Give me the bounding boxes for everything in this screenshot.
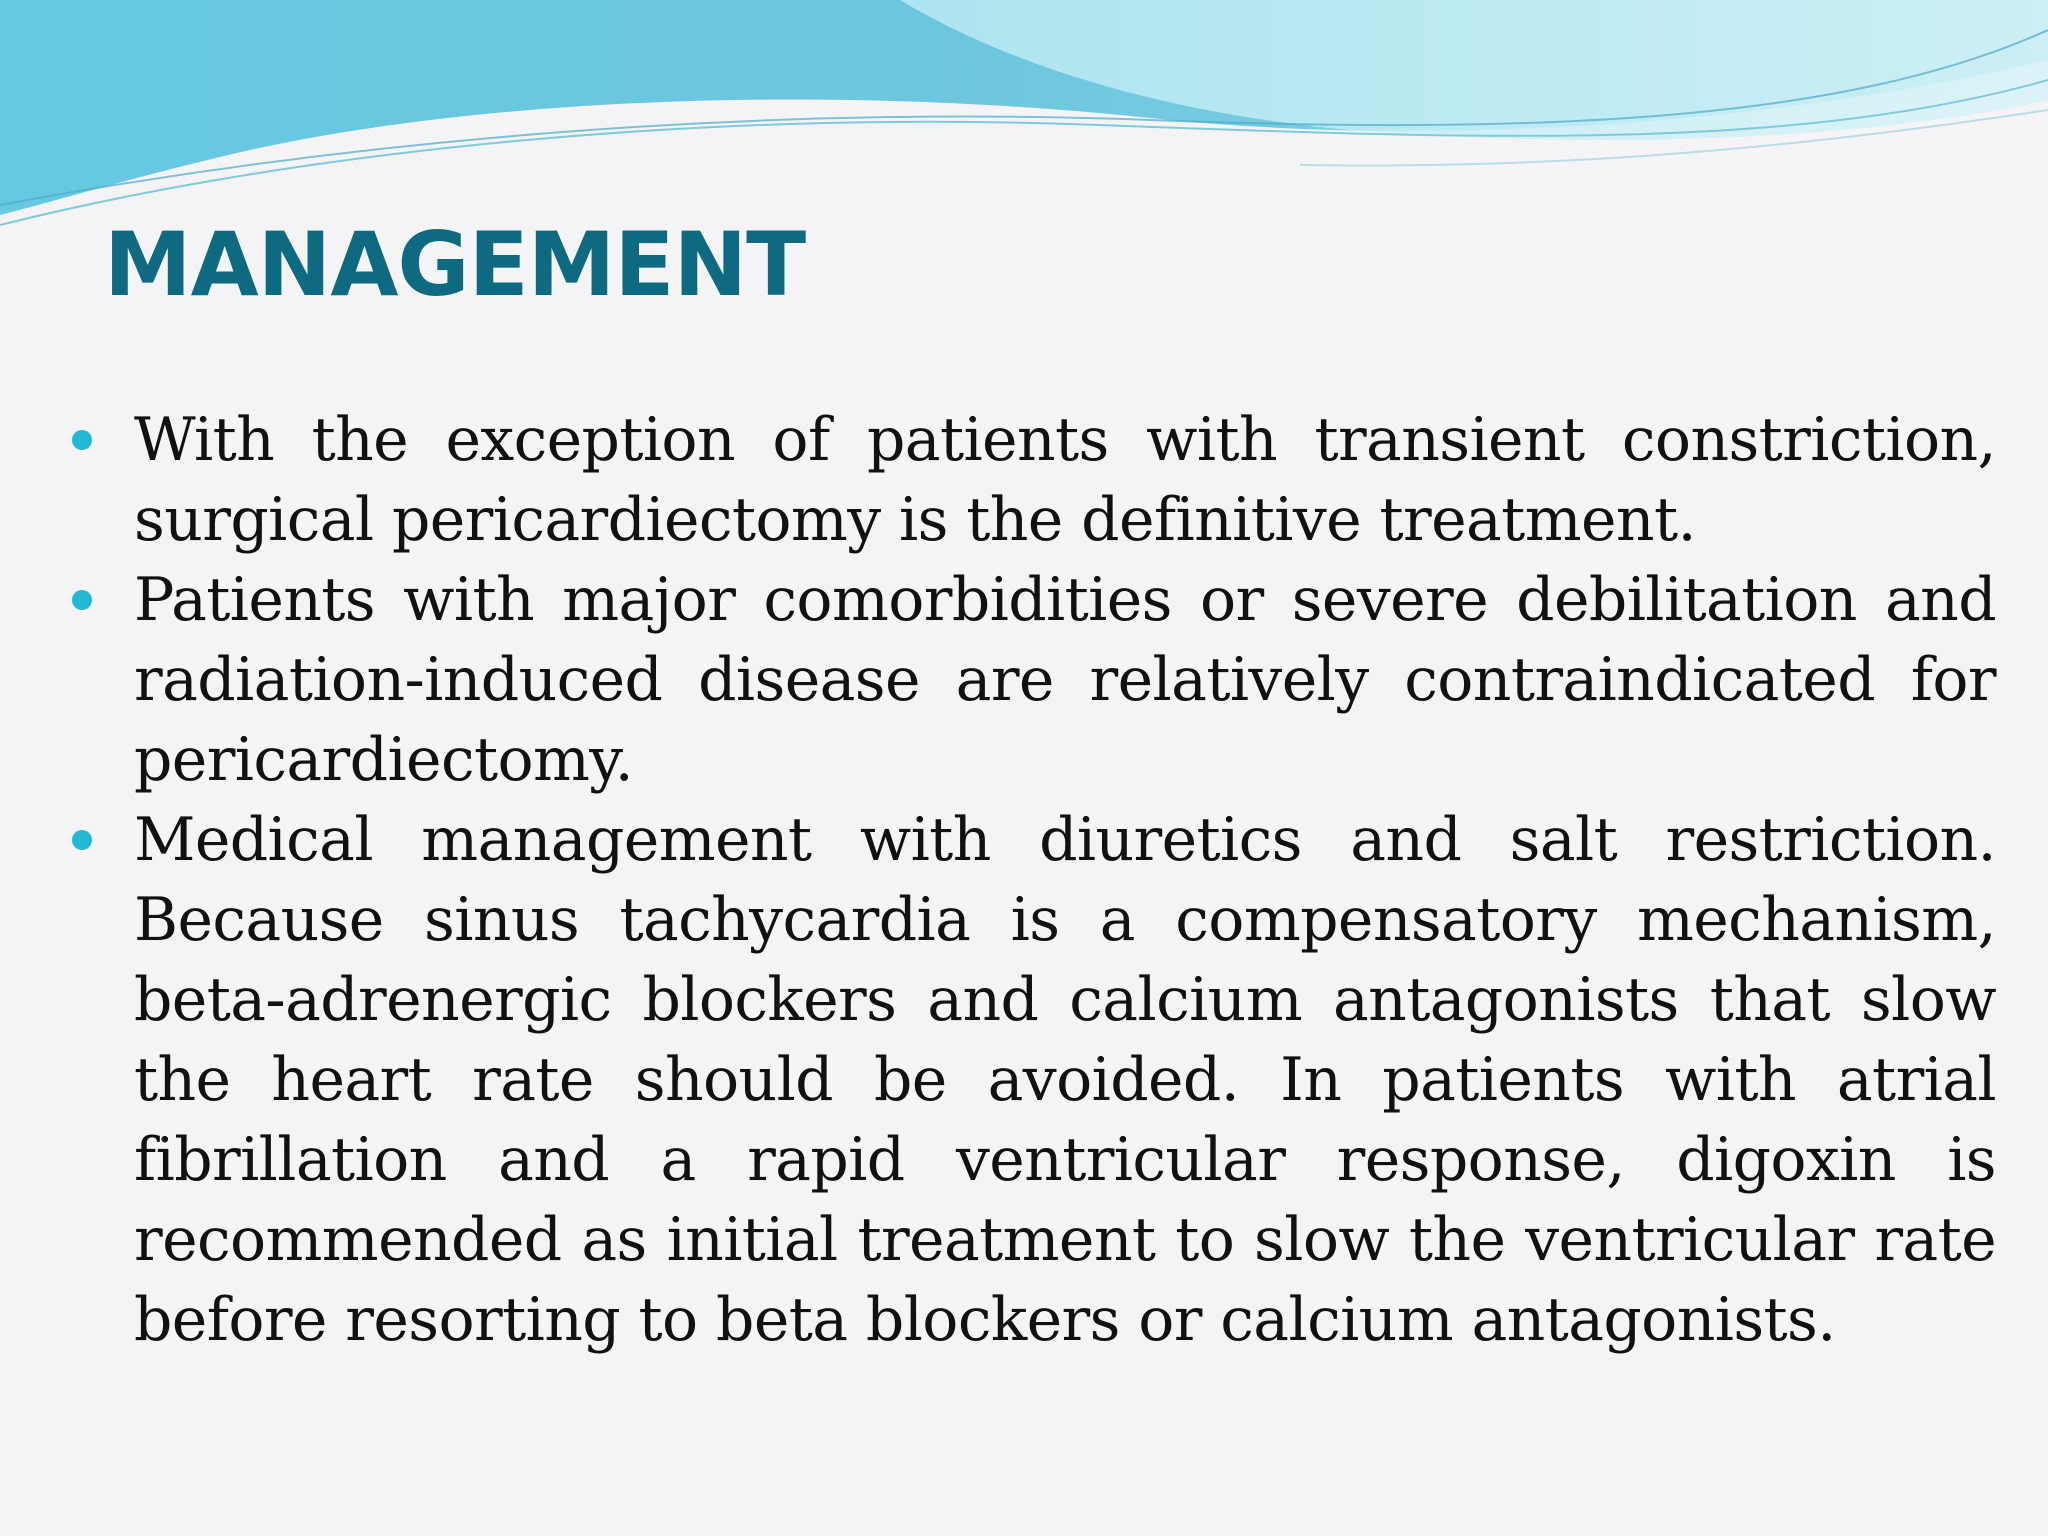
bullet-list: [72, 400, 1996, 1360]
bullet-dot-icon: [72, 590, 92, 610]
bullet-item: [72, 800, 1996, 1360]
bullet-dot-icon: [72, 430, 92, 450]
bullet-dot-icon: [72, 830, 92, 850]
bullet-text: Patients with major comorbidities or severe debilitation and radiation-induced disease are relatively contraindicated for pericardiectomy.: [134, 565, 1996, 795]
bullet-text: Medical management with diuretics and salt restriction. Because sinus tachycardia is a compensatory mechanism, beta-adrenergic blockers and calcium antagonists that slow the heart rate should be avoided. In patients with atrial fibrillation and a rapid ventricular response, digoxin is recommended as initial treatment to slow the ventricular rate before resorting to beta blockers or calcium antagonists.: [134, 805, 1996, 1355]
slide-title: MANAGEMENT: [104, 213, 806, 316]
bullet-text: With the exception of patients with transient constriction, surgical pericardiectomy is the definitive treatment.: [134, 405, 1996, 555]
bullet-item: [72, 560, 1996, 800]
header-wave-decoration: [0, 0, 2048, 240]
bullet-item: [72, 400, 1996, 560]
